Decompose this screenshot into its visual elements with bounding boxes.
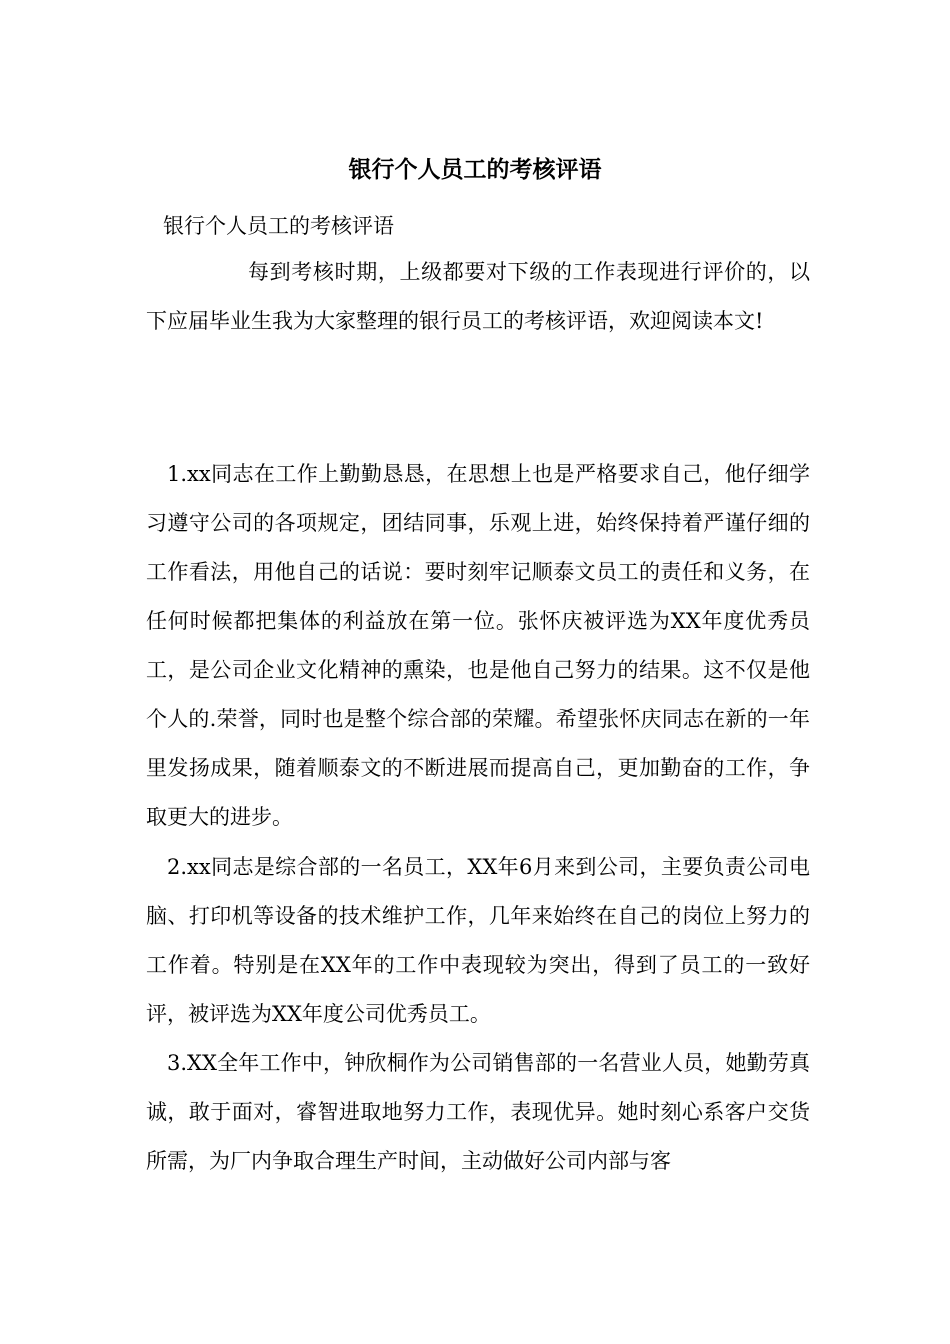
document-title: 银行个人员工的考核评语 — [348, 156, 602, 183]
evaluation-item-1: 1.xx同志在工作上勤勤恳恳，在思想上也是严格要求自己，他仔细学习遵守公司的各项规定，团结同事，乐观上进，始终保持着严谨仔细的工作看法，用他自己的话说：要时刻牢记顺泰文员工的责任和义务，在任何时候都把集体的利益放在第一位。张怀庆被评选为XX年度优秀员工，是公司企业文化精神的熏染，也是他自己努力的结果。这不仅是他个人的.荣誉，同时也是整个综合部的荣耀。希望张怀庆同志在新的一年里发扬成果，随着顺泰文的不断进展而提高自己，更加勤奋的工作，争取更大的进步。 — [146, 462, 810, 829]
evaluation-item-3: 3.XX全年工作中，钟欣桐作为公司销售部的一名营业人员，她勤劳真诚，敢于面对，睿智进取地努力工作，表现优异。她时刻心系客户交货所需，为厂内争取合理生产时间，主动做好公司内部与客 — [146, 1051, 810, 1173]
evaluation-item-2: 2.xx同志是综合部的一名员工，XX年6月来到公司，主要负责公司电脑、打印机等设备的技术维护工作，几年来始终在自己的岗位上努力的工作着。特别是在XX年的工作中表现较为突出，得到了员工的一致好评，被评选为XX年度公司优秀员工。 — [146, 855, 810, 1026]
document-subtitle: 银行个人员工的考核评语 — [163, 214, 394, 238]
intro-paragraph: 每到考核时期，上级都要对下级的工作表现进行评价的，以下应届毕业生我为大家整理的银行员工的考核评语，欢迎阅读本文! — [146, 260, 810, 333]
